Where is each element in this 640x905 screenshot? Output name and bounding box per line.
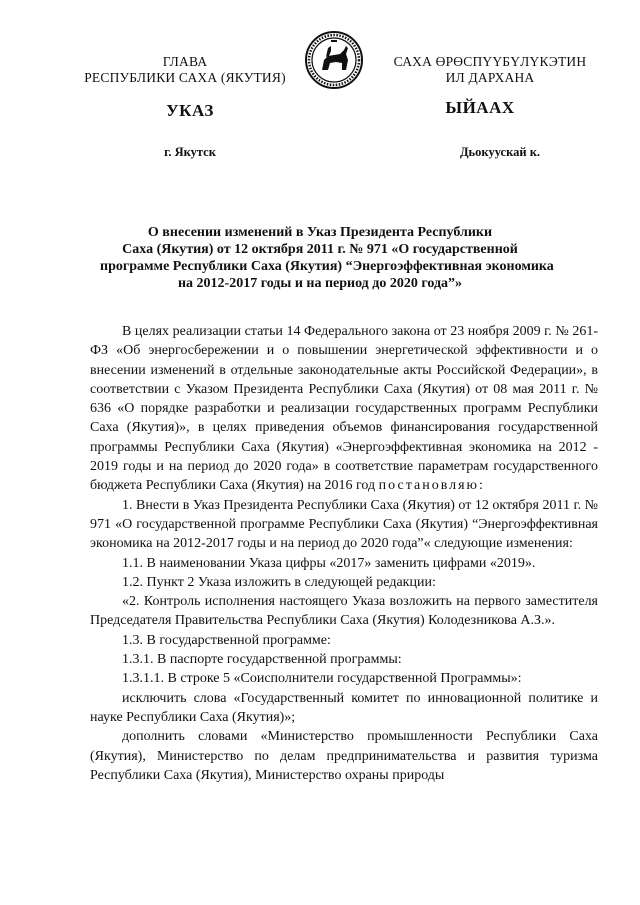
republic-emblem-icon xyxy=(304,30,364,90)
preamble-paragraph xyxy=(90,322,598,496)
clause-1: 1. Внести в Указ Президента Республики Саха (Якутия) от 12 октября 2011 г. № 971 «О государственной программе Республики Саха (Якутия) “Энергоэффективная экономика на 2012-2017 годы и на период до 2020 года”« следующие изменения: xyxy=(90,497,598,552)
issuer-title-ru: ГЛАВА xyxy=(162,54,208,69)
clause-1-3: 1.3. В государственной программе: xyxy=(122,632,331,648)
issuer-title-sakha: ИЛ ДАРХАНА xyxy=(445,70,535,85)
title-line: на 2012-2017 годы и на период до 2020 года”» xyxy=(177,276,463,291)
preamble-text: В целях реализации статьи 14 Федерального закона от 23 ноября 2009 г. № 261-ФЗ «Об энергосбережении и о повышении энергетической эффективности и о внесении изменений в отдельные законодательные акты Российской Федерации», в соответствии с Указом Президента Республики Саха (Якутия) от 08 мая 2011 г. № 636 «О порядке разработки и реализации государственных программ Республики Саха (Якутия)», в целях приведения объемов финансирования государственной программы Республики Саха (Якутия) «Энергоэффективная экономика на 2012 - 2019 годы и на период до 2020 года» в соответствие параметрам государственного бюджета Республики Саха (Якутия) на 2016 год xyxy=(90,324,598,494)
issuer-block-russian xyxy=(70,54,300,86)
document-type-ru: УКАЗ xyxy=(166,101,214,120)
decree-word: постановляю: xyxy=(378,478,485,494)
title-line: программе Республики Саха (Якутия) “Энергоэффективная экономика xyxy=(100,259,554,274)
document-title xyxy=(100,224,554,292)
clause-1-2-text: «2. Контроль исполнения настоящего Указа возложить на первого заместителя Председателя Правительства Республики Саха (Якутия) Колодезникова А.З.». xyxy=(90,594,598,629)
clause-1-3-1-1: 1.3.1.1. В строке 5 «Соисполнители государственной Программы»: xyxy=(122,671,522,687)
add-paragraph: дополнить словами «Министерство промышленности Республики Саха (Якутия), Министерство по делам предпринимательства и развития туризма Республики Саха (Якутия), Министерство охраны природы xyxy=(90,729,598,783)
title-line: О внесении изменений в Указ Президента Республики xyxy=(147,225,493,240)
issuer-republic-ru: РЕСПУБЛИКИ САХА (ЯКУТИЯ) xyxy=(84,70,286,85)
clause-1-1: 1.1. В наименовании Указа цифры «2017» заменить цифрами «2019». xyxy=(122,555,536,571)
issuer-block-sakha xyxy=(375,54,605,86)
document-body xyxy=(90,322,598,785)
issuer-republic-sakha: САХА ӨРӨСПҮҮБҮЛҮКЭТИН xyxy=(393,54,587,69)
title-line: Саха (Якутия) от 12 октября 2011 г. № 971 «О государственной xyxy=(122,242,518,257)
place-ru: г. Якутск xyxy=(164,145,216,159)
place-sakha: Дьокуускай к. xyxy=(459,145,541,159)
clause-1-3-1: 1.3.1. В паспорте государственной программы: xyxy=(122,652,402,668)
document-type-sakha: ЫЙААХ xyxy=(445,98,515,117)
clause-1-2: 1.2. Пункт 2 Указа изложить в следующей редакции: xyxy=(122,574,436,590)
exclude-paragraph: исключить слова «Государственный комитет по инновационной политике и науке Республики Саха (Якутия)»; xyxy=(90,690,598,725)
